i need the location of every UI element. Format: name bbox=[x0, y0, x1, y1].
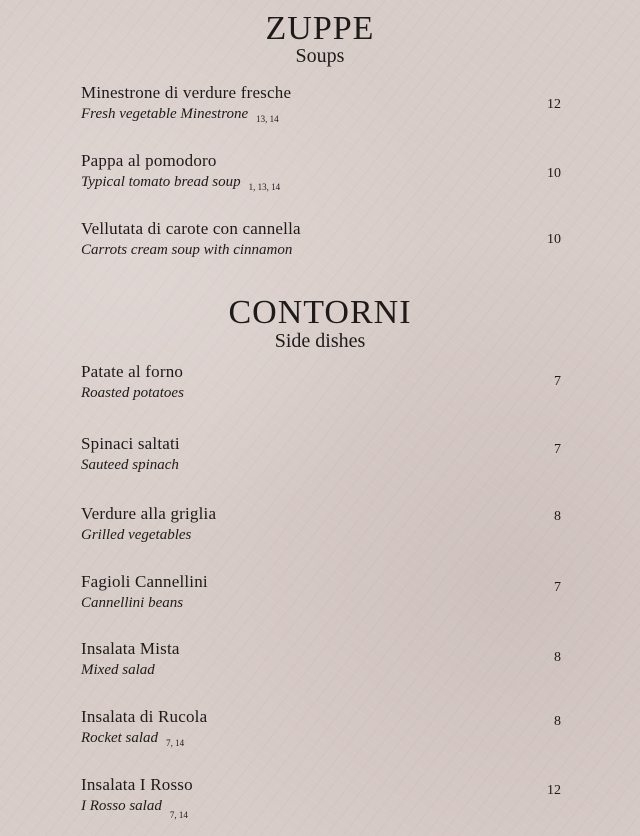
menu-item bbox=[81, 151, 561, 201]
item-price: 12 bbox=[547, 97, 561, 112]
section-subtitle-soups: Soups bbox=[295, 45, 345, 67]
menu-item bbox=[81, 707, 561, 757]
item-description: Mixed salad bbox=[81, 662, 155, 678]
item-name: Fagioli Cannellini bbox=[81, 572, 208, 591]
section-title-contorni: CONTORNI bbox=[228, 294, 412, 331]
item-price: 10 bbox=[547, 232, 561, 247]
menu-item bbox=[81, 572, 561, 622]
allergen-codes: 13, 14 bbox=[256, 114, 279, 124]
item-price: 8 bbox=[554, 714, 561, 729]
section-subtitle-side-dishes: Side dishes bbox=[274, 330, 366, 352]
item-name: Insalata di Rucola bbox=[81, 707, 208, 726]
menu-item bbox=[81, 83, 561, 133]
item-description: Fresh vegetable Minestrone $_{13, 14}$ bbox=[81, 106, 279, 124]
item-name: Minestrone di verdure fresche bbox=[81, 83, 292, 102]
item-description: Rocket salad $_{7, 14}$ bbox=[81, 730, 185, 748]
item-name: Insalata I Rosso bbox=[81, 775, 193, 794]
item-name: Patate al forno bbox=[81, 362, 184, 381]
item-description: I Rosso salad$_{7, 14}$ bbox=[81, 798, 188, 820]
item-description: Roasted potatoes bbox=[81, 385, 184, 401]
item-name: Verdure alla griglia bbox=[81, 504, 217, 523]
item-description: Carrots cream soup with cinnamon bbox=[81, 242, 293, 258]
item-price: 7 bbox=[554, 442, 561, 457]
item-description: Grilled vegetables bbox=[81, 527, 192, 543]
item-description: Sauteed spinach bbox=[81, 457, 179, 473]
item-name: Pappa al pomodoro bbox=[81, 151, 217, 170]
item-name: Insalata Mista bbox=[81, 639, 180, 658]
item-name: Spinaci saltati bbox=[81, 434, 180, 453]
item-price: 8 bbox=[554, 650, 561, 665]
menu-item bbox=[81, 434, 561, 484]
allergen-codes: 7, 14 bbox=[166, 738, 185, 748]
menu-item bbox=[81, 504, 561, 554]
menu-item bbox=[81, 219, 561, 269]
item-description: Typical tomato bread soup $_{1, 13, 14}$ bbox=[81, 174, 281, 192]
section-title-zuppe: ZUPPE bbox=[265, 10, 375, 47]
item-price: 7 bbox=[554, 374, 561, 389]
menu-item bbox=[81, 775, 561, 825]
item-price: 12 bbox=[547, 783, 561, 798]
allergen-codes: 1, 13, 14 bbox=[248, 182, 281, 192]
item-description: Cannellini beans bbox=[81, 595, 184, 611]
item-price: 8 bbox=[554, 509, 561, 524]
item-price: 10 bbox=[547, 166, 561, 181]
item-name: Vellutata di carote con cannella bbox=[81, 219, 301, 238]
menu-item bbox=[81, 362, 561, 412]
menu-item bbox=[81, 639, 561, 689]
item-price: 7 bbox=[554, 580, 561, 595]
allergen-codes: 7, 14 bbox=[169, 810, 188, 820]
